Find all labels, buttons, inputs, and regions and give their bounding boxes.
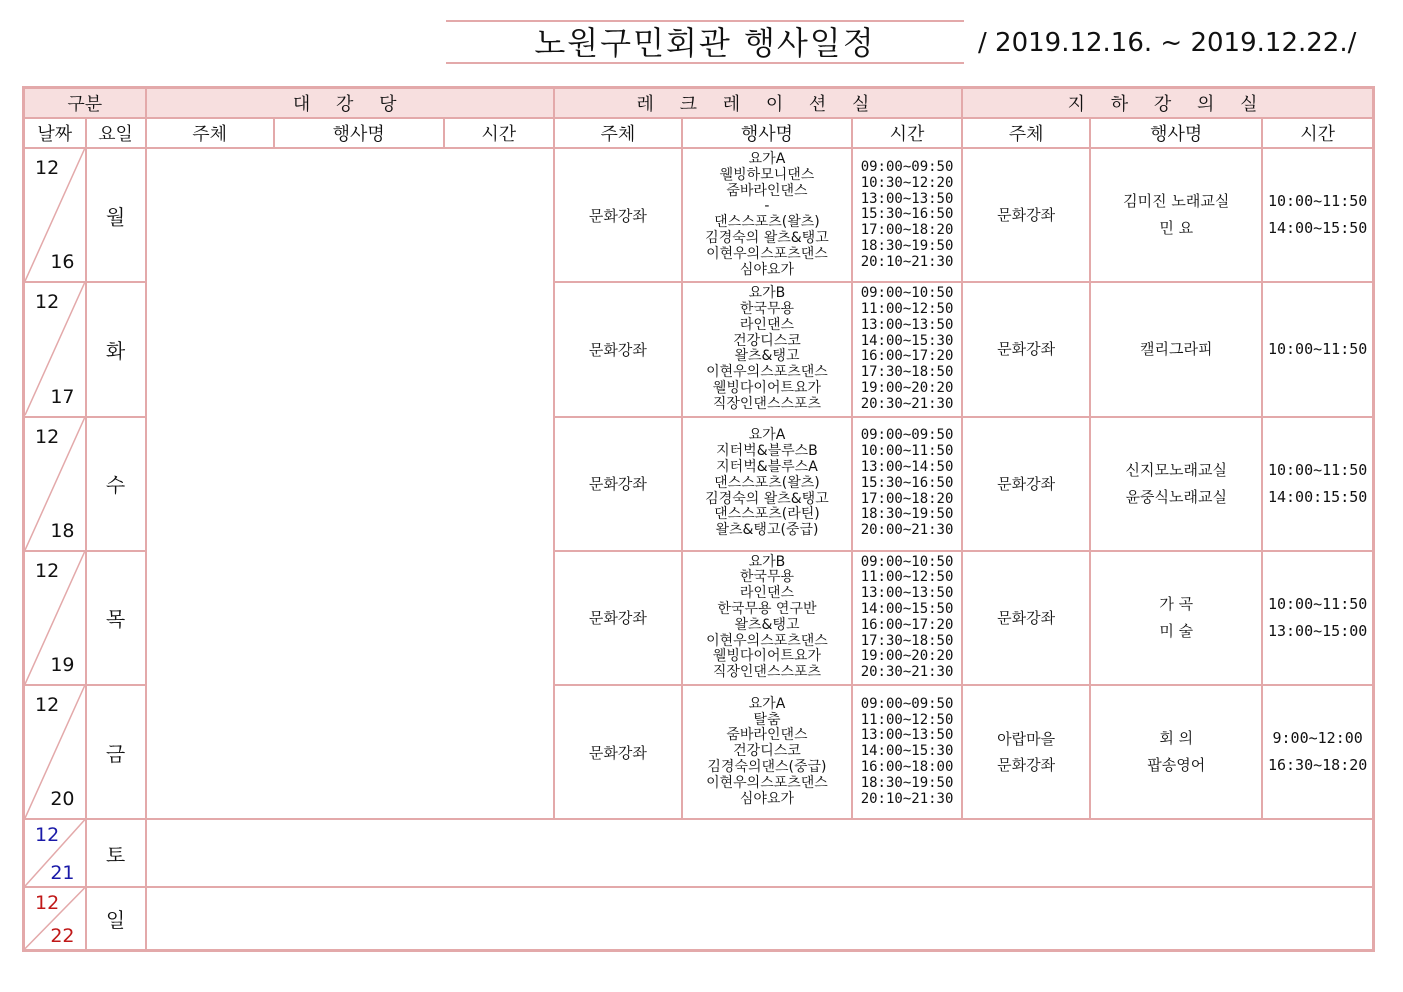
event-item: 민 요 xyxy=(1159,219,1194,238)
event-item: 웰빙다이어트요가 xyxy=(712,648,822,665)
date-day: 21 xyxy=(50,862,75,885)
event-item: 한국무용 xyxy=(739,301,795,318)
recreation-subject: 문화강좌 xyxy=(554,282,682,416)
date-cell xyxy=(24,148,86,282)
basement-events xyxy=(1090,417,1262,551)
date-header: 날짜 xyxy=(24,118,86,148)
time-item: 20:10~21:30 xyxy=(860,790,954,807)
recreation-subject: 문화강좌 xyxy=(554,148,682,282)
event-item: 이현우의스포츠댄스 xyxy=(706,774,828,791)
recreation-events xyxy=(682,551,852,685)
time-item: 17:30~18:50 xyxy=(860,364,954,381)
date-cell xyxy=(24,887,86,950)
time-item: 19:00~20:20 xyxy=(860,648,954,665)
schedule-table xyxy=(22,86,1375,952)
recreation-times xyxy=(852,685,962,819)
date-day: 16 xyxy=(50,251,75,274)
date-day: 20 xyxy=(50,788,75,811)
subject-item: 문화강좌 xyxy=(997,756,1056,775)
date-month: 12 xyxy=(35,892,60,915)
basement-time-header: 시간 xyxy=(1262,118,1373,148)
header-row-columns xyxy=(24,118,1374,148)
event-item: 요가A xyxy=(748,427,786,444)
time-item: 19:00~20:20 xyxy=(860,380,954,397)
time-item: 10:30~12:20 xyxy=(860,174,954,191)
time-item: 09:00~10:50 xyxy=(860,553,954,570)
event-item: 한국무용 xyxy=(739,569,795,586)
event-item: 웰빙하모니댄스 xyxy=(719,166,815,183)
basement-subject xyxy=(962,685,1090,819)
page-title: 노원구민회관 행사일정 xyxy=(534,24,876,62)
event-item: 요가B xyxy=(748,285,786,302)
recreation-subject: 문화강좌 xyxy=(554,551,682,685)
title-box xyxy=(446,20,964,64)
event-item: 지터벅&블루스A xyxy=(716,458,818,475)
event-item: 캘리그라피 xyxy=(1140,339,1213,358)
time-item: 16:00~17:20 xyxy=(860,348,954,365)
basement-subject xyxy=(962,417,1090,551)
recreation-events xyxy=(682,282,852,416)
basement-times xyxy=(1262,685,1373,819)
recreation-subject-header: 주체 xyxy=(554,118,682,148)
date-month: 12 xyxy=(35,291,60,314)
time-item: 17:00~18:20 xyxy=(860,490,954,507)
day-of-week: 월 xyxy=(86,148,146,282)
time-item: 10:00~11:50 xyxy=(860,443,954,460)
date-cell xyxy=(24,819,86,887)
time-item: 10:00~11:50 xyxy=(1267,594,1368,613)
event-item: 이현우의스포츠댄스 xyxy=(706,245,828,262)
time-item: 13:00~13:50 xyxy=(860,585,954,602)
event-item: 요가B xyxy=(748,553,786,570)
event-item: 웰빙다이어트요가 xyxy=(712,380,822,397)
time-item: 20:00~21:30 xyxy=(860,522,954,539)
event-item: 댄스스포츠(라틴) xyxy=(714,506,820,523)
event-item: 윤중식노래교실 xyxy=(1125,487,1227,506)
subject-item: 문화강좌 xyxy=(997,206,1056,225)
time-item: 14:00~15:30 xyxy=(860,332,954,349)
recreation-times xyxy=(852,282,962,416)
recreation-subject: 문화강좌 xyxy=(554,417,682,551)
event-item: 댄스스포츠(왈츠) xyxy=(714,474,820,491)
event-item: 라인댄스 xyxy=(739,316,795,333)
time-item: 16:00~18:00 xyxy=(860,758,954,775)
recreation-times xyxy=(852,417,962,551)
date-day: 22 xyxy=(50,925,75,947)
time-item: 11:00~12:50 xyxy=(860,569,954,586)
basement-times xyxy=(1262,417,1373,551)
basement-times xyxy=(1262,551,1373,685)
category-header: 구분 xyxy=(24,88,146,119)
basement-times xyxy=(1262,282,1373,416)
day-of-week: 목 xyxy=(86,551,146,685)
subject-item: 문화강좌 xyxy=(997,608,1056,627)
date-month: 12 xyxy=(35,559,60,582)
basement-events xyxy=(1090,551,1262,685)
event-item: 직장인댄스스포츠 xyxy=(712,664,822,681)
event-item: 김경숙의 왈츠&탱고 xyxy=(705,230,829,246)
event-item: 왈츠&탱고 xyxy=(734,348,800,365)
time-item: 14:00~15:50 xyxy=(1267,219,1368,238)
event-item: 가 곡 xyxy=(1159,594,1194,613)
subject-item: 문화강좌 xyxy=(997,474,1056,493)
time-item: 09:00~10:50 xyxy=(860,285,954,302)
time-item: 20:10~21:30 xyxy=(860,253,954,270)
time-item: 20:30~21:30 xyxy=(860,664,954,681)
time-item: 09:00~09:50 xyxy=(860,695,954,712)
date-day: 17 xyxy=(50,385,75,408)
time-item: 13:00~15:00 xyxy=(1267,621,1368,640)
section-basement-lecture-room: 지 하 강 의 실 xyxy=(962,88,1373,119)
basement-subject-header: 주체 xyxy=(962,118,1090,148)
subject-item: 아랍마을 xyxy=(997,730,1056,749)
day-of-week: 금 xyxy=(86,685,146,819)
event-item: 회 의 xyxy=(1159,729,1194,748)
event-item: 줌바라인댄스 xyxy=(726,727,808,744)
recreation-event-header: 행사명 xyxy=(682,118,852,148)
table-row-weekend xyxy=(24,819,1374,887)
event-item: 직장인댄스스포츠 xyxy=(712,395,822,412)
time-item: 17:30~18:50 xyxy=(860,632,954,649)
date-month: 12 xyxy=(35,425,60,448)
table-row-weekend xyxy=(24,887,1374,950)
time-item: 13:00~14:50 xyxy=(860,458,954,475)
header-row-sections xyxy=(24,88,1374,119)
date-month: 12 xyxy=(35,693,60,716)
table-row xyxy=(24,148,1374,282)
event-item: 김미진 노래교실 xyxy=(1123,192,1230,211)
basement-events xyxy=(1090,685,1262,819)
event-item: 탈춤 xyxy=(753,711,781,728)
basement-event-header: 행사명 xyxy=(1090,118,1262,148)
day-of-week: 토 xyxy=(86,819,146,887)
recreation-subject: 문화강좌 xyxy=(554,685,682,819)
time-item: 20:30~21:30 xyxy=(860,395,954,412)
section-recreation-room: 레 크 레 이 션 실 xyxy=(554,88,962,119)
weekend-empty-block xyxy=(146,819,1374,887)
time-item: 14:00~15:30 xyxy=(860,743,954,760)
recreation-events xyxy=(682,685,852,819)
time-item: 18:30~19:50 xyxy=(860,237,954,254)
time-item: 13:00~13:50 xyxy=(860,316,954,333)
time-item: 10:00~11:50 xyxy=(1267,339,1368,358)
time-item: 10:00~11:50 xyxy=(1267,192,1368,211)
event-item: 요가A xyxy=(748,151,786,168)
time-item: 13:00~13:50 xyxy=(860,727,954,744)
date-month: 12 xyxy=(35,157,60,180)
event-item: 라인댄스 xyxy=(739,585,795,602)
date-month: 12 xyxy=(35,824,60,847)
event-item: 심야요가 xyxy=(739,261,795,278)
time-item: 11:00~12:50 xyxy=(860,301,954,318)
day-of-week: 수 xyxy=(86,417,146,551)
time-item: 11:00~12:50 xyxy=(860,711,954,728)
event-item: 이현우의스포츠댄스 xyxy=(706,364,828,381)
date-day: 18 xyxy=(50,519,75,542)
time-item: 15:30~16:50 xyxy=(860,206,954,223)
time-item: 14:00:15:50 xyxy=(1267,487,1368,506)
auditorium-subject-header: 주체 xyxy=(146,118,274,148)
day-of-week: 일 xyxy=(86,887,146,950)
basement-events xyxy=(1090,282,1262,416)
time-item: 18:30~19:50 xyxy=(860,506,954,523)
recreation-time-header: 시간 xyxy=(852,118,962,148)
event-item: 지터벅&블루스B xyxy=(716,443,818,460)
event-item: 줌바라인댄스 xyxy=(726,182,808,199)
auditorium-event-header: 행사명 xyxy=(274,118,444,148)
time-item: 13:00~13:50 xyxy=(860,190,954,207)
event-item: 왈츠&탱고(중급) xyxy=(715,522,819,539)
basement-times xyxy=(1262,148,1373,282)
basement-subject xyxy=(962,148,1090,282)
recreation-events xyxy=(682,148,852,282)
event-item: 신지모노래교실 xyxy=(1125,460,1227,479)
event-item: 김경숙의댄스(중급) xyxy=(707,758,827,775)
recreation-events xyxy=(682,417,852,551)
subject-item: 문화강좌 xyxy=(997,340,1056,359)
time-item: 09:00~09:50 xyxy=(860,427,954,444)
weekend-empty-block xyxy=(146,887,1374,950)
date-period: / 2019.12.16. ~ 2019.12.22./ xyxy=(978,28,1357,58)
date-cell xyxy=(24,551,86,685)
event-item: 심야요가 xyxy=(739,790,795,807)
event-item: 팝송영어 xyxy=(1147,756,1206,775)
event-item: 이현우의스포츠댄스 xyxy=(706,632,828,649)
day-header: 요일 xyxy=(86,118,146,148)
time-item: 9:00~12:00 xyxy=(1272,729,1363,748)
basement-subject xyxy=(962,282,1090,416)
date-cell xyxy=(24,417,86,551)
time-item: 10:00~11:50 xyxy=(1267,460,1368,479)
auditorium-time-header: 시간 xyxy=(444,118,554,148)
event-item: 김경숙의 왈츠&탱고 xyxy=(705,490,829,507)
date-cell xyxy=(24,282,86,416)
event-item: - xyxy=(764,198,770,215)
event-item: 요가A xyxy=(748,695,786,712)
time-item: 16:00~17:20 xyxy=(860,616,954,633)
time-item: 09:00~09:50 xyxy=(860,158,954,175)
date-cell xyxy=(24,685,86,819)
time-item: 16:30~18:20 xyxy=(1267,756,1368,775)
recreation-times xyxy=(852,148,962,282)
basement-events xyxy=(1090,148,1262,282)
time-item: 17:00~18:20 xyxy=(860,222,954,239)
time-item: 14:00~15:50 xyxy=(860,601,954,618)
section-auditorium: 대 강 당 xyxy=(146,88,554,119)
auditorium-empty-block xyxy=(146,148,554,819)
time-item: 18:30~19:50 xyxy=(860,774,954,791)
event-item: 왈츠&탱고 xyxy=(734,616,800,633)
event-item: 건강디스코 xyxy=(733,743,801,760)
event-item: 한국무용 연구반 xyxy=(717,601,817,618)
basement-subject xyxy=(962,551,1090,685)
event-item: 건강디스코 xyxy=(733,332,801,349)
event-item: 댄스스포츠(왈츠) xyxy=(714,214,820,231)
time-item: 15:30~16:50 xyxy=(860,474,954,491)
day-of-week: 화 xyxy=(86,282,146,416)
recreation-times xyxy=(852,551,962,685)
date-day: 19 xyxy=(50,653,75,676)
event-item: 미 술 xyxy=(1159,621,1194,640)
